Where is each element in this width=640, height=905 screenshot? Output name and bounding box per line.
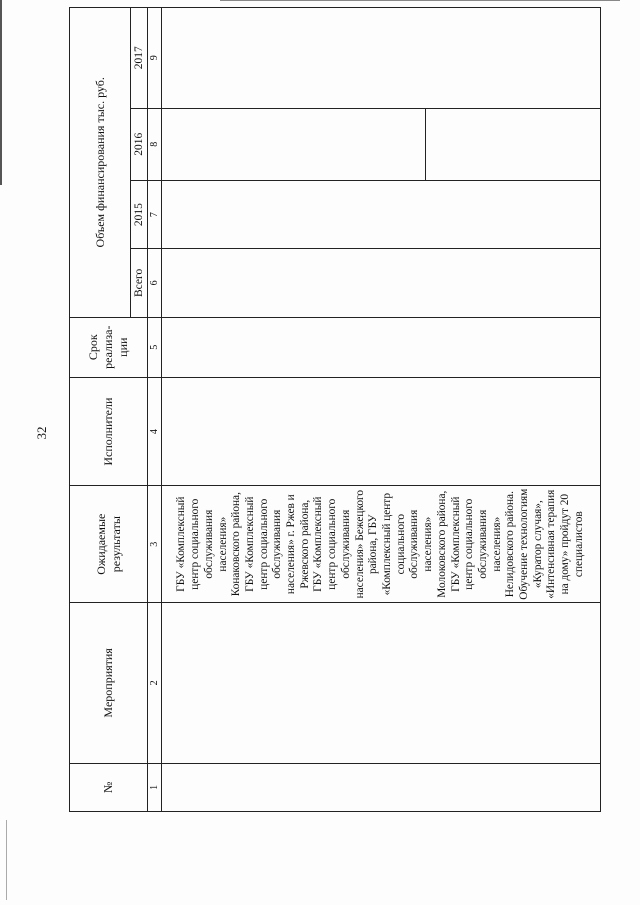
row-total (162, 249, 601, 317)
program-table (69, 7, 601, 812)
column-number-8: 8 (148, 108, 162, 180)
row-executors (162, 377, 601, 486)
header-2016: 2016 (131, 108, 148, 180)
header-total: Всего (131, 249, 148, 317)
page-number: 32 (34, 426, 49, 440)
scan-artifact-left (0, 0, 2, 185)
rotated-page (65, 0, 625, 880)
cell-divider (425, 109, 426, 180)
header-2015: 2015 (131, 180, 148, 248)
column-number-4: 4 (148, 377, 162, 486)
row-2016 (162, 108, 601, 180)
header-executors: Исполнители (70, 377, 148, 486)
column-number-9: 9 (148, 8, 162, 109)
row-measure (162, 602, 601, 763)
column-number-6: 6 (148, 249, 162, 317)
row-2016-content (163, 111, 599, 178)
table-row (162, 8, 601, 812)
header-measures: Мероприятия (70, 602, 148, 763)
header-number: № (70, 763, 148, 811)
row-term (162, 317, 601, 377)
header-financing: Объем финансирования тыс. руб. (70, 8, 131, 318)
column-number-7: 7 (148, 180, 162, 248)
header-term: Срок реализа-ции (70, 317, 148, 377)
row-number (162, 763, 601, 811)
header-2017: 2017 (131, 8, 148, 109)
scan-artifact-left-dots (6, 820, 7, 900)
row-2017 (162, 8, 601, 109)
column-number-2: 2 (148, 602, 162, 763)
column-number-1: 1 (148, 763, 162, 811)
document-sheet (65, 0, 625, 880)
header-expected-results: Ожидаемые результаты (70, 486, 148, 603)
column-number-3: 3 (148, 486, 162, 603)
row-2015 (162, 180, 601, 248)
row-expected-results: ГБУ «Комплексный центр социального обслуживания населения» Конаковского района, ГБУ «Комплексный центр социального обслуживания населения» г. Ржев и Ржевского района, ГБУ «Комплексный центр социального обслуживания населения» Бежецкого района, ГБУ «Комплексный центр социального обслуживания населения» Молоковского района, ГБУ «Комплексный центр социального обслуживания населения» Нелидовского района. Обучение технологиям «Куратор случая», «Интенсивная терапия на дому» пройдут 20 специалистов (162, 486, 601, 603)
column-number-5: 5 (148, 317, 162, 377)
